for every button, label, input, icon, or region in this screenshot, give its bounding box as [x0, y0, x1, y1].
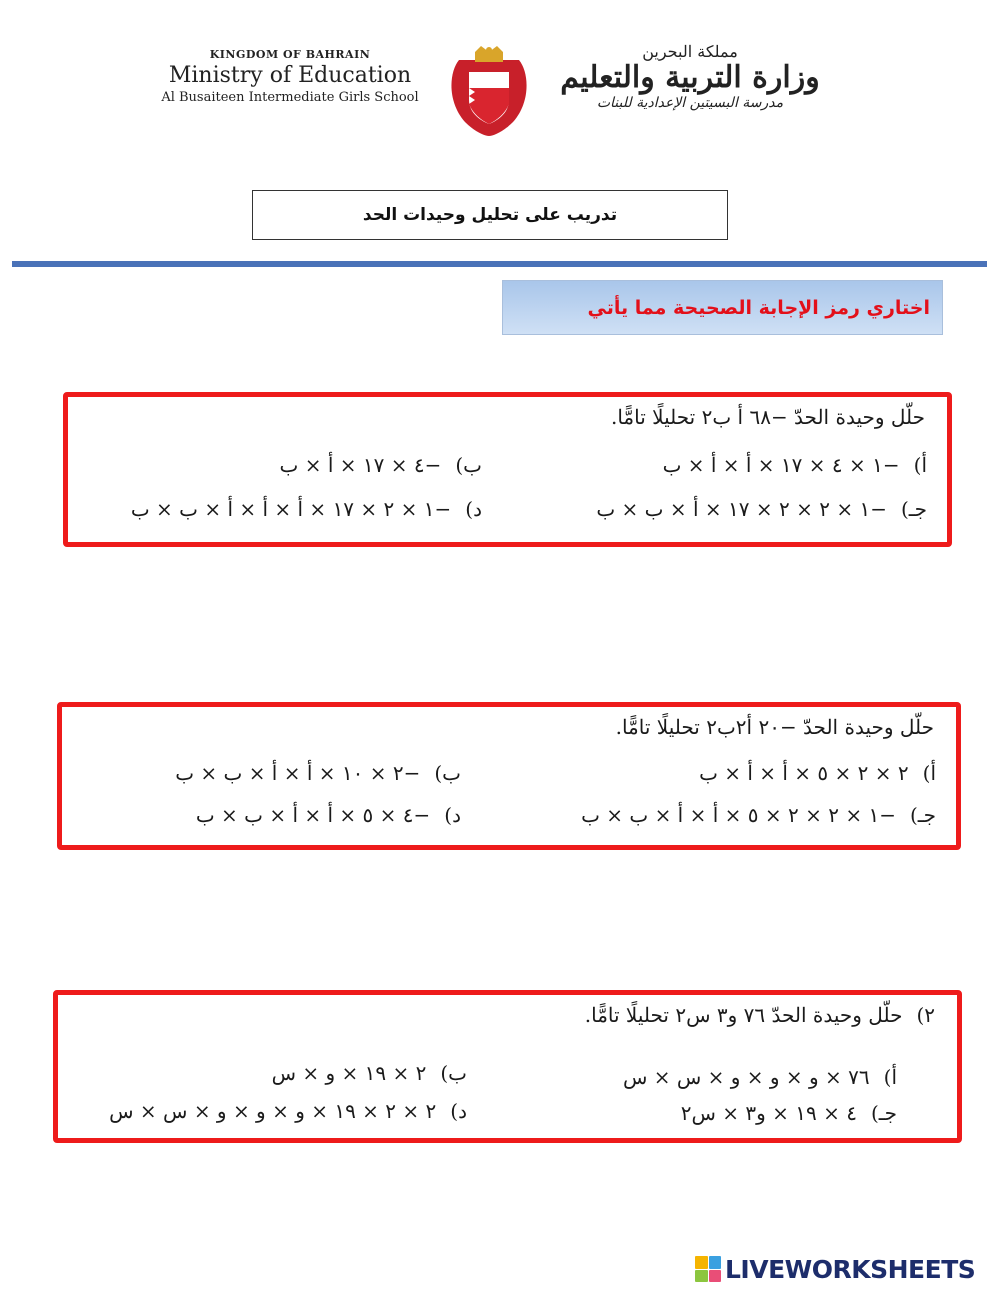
liveworksheets-footer[interactable]	[695, 1254, 975, 1284]
option-text: ٢ × ٢ × ١٩ × و × و × و × س × س	[109, 1099, 437, 1123]
logo-square	[709, 1256, 722, 1269]
school-label: Al Busaiteen Intermediate Girls School	[161, 90, 419, 105]
option-label: جـ)	[870, 1101, 897, 1125]
arabic-ministry-label: وزارة التربية والتعليم	[560, 60, 820, 95]
instruction-banner: اختاري رمز الإجابة الصحيحة مما يأتي	[502, 280, 943, 335]
option-b[interactable]	[280, 453, 482, 477]
option-text: ٢ × ٢ × ٥ × أ × أ × ب	[699, 761, 909, 785]
arabic-kingdom-label: مملكة البحرين	[642, 42, 738, 61]
question-2-box[interactable]	[57, 702, 961, 850]
option-label: جـ)	[909, 803, 936, 827]
question-1-box[interactable]	[63, 392, 952, 547]
bahrain-emblem-icon	[445, 42, 533, 137]
option-a[interactable]	[699, 761, 936, 785]
kingdom-label: KINGDOM OF BAHRAIN	[209, 48, 371, 61]
option-b[interactable]	[175, 761, 461, 785]
question-number: ٢)	[916, 1003, 935, 1027]
option-label: د)	[450, 1099, 467, 1123]
divider	[12, 261, 987, 267]
option-text: ٢ × ١٩ × و × س	[271, 1061, 427, 1085]
option-text: −١ × ٢ × ١٧ × أ × أ × أ × ب × ب	[130, 497, 452, 521]
option-text: −٤ × ٥ × أ × أ × ب × ب	[195, 803, 431, 827]
option-text: −٢ × ١٠ × أ × أ × ب × ب	[175, 761, 421, 785]
option-label: ب)	[434, 761, 461, 785]
option-d[interactable]	[109, 1099, 467, 1123]
option-label: د)	[465, 497, 482, 521]
option-c[interactable]	[681, 1101, 897, 1125]
option-label: د)	[444, 803, 461, 827]
arabic-school-label: مدرسة البسيتين الإعدادية للبنات	[596, 95, 784, 111]
liveworksheets-logo-icon	[695, 1256, 721, 1282]
question-3-body: حلّل وحيدة الحدّ ٧٦ و٣ س٢ تحليلًا تامًّا.	[584, 1003, 903, 1027]
question-1-text: حلّل وحيدة الحدّ −٦٨ أ ب٢ تحليلًا تامًّا.	[610, 405, 925, 429]
option-b[interactable]	[272, 1061, 467, 1085]
option-label: أ)	[913, 453, 927, 477]
option-a[interactable]	[623, 1065, 897, 1089]
option-d[interactable]	[196, 803, 461, 827]
ministry-label: Ministry of Education	[168, 63, 412, 88]
option-text: −١ × ٤ × ١٧ × أ × أ × ب	[662, 453, 900, 477]
option-text: −١ × ٢ × ٢ × ١٧ × أ × ب × ب	[596, 497, 887, 521]
logo-square	[709, 1270, 722, 1283]
option-label: جـ)	[900, 497, 927, 521]
option-label: أ)	[883, 1065, 897, 1089]
option-c[interactable]	[596, 497, 927, 521]
option-text: −١ × ٢ × ٢ × ٥ × أ × أ × ب × ب	[581, 803, 896, 827]
option-label: أ)	[922, 761, 936, 785]
option-text: −٤ × ١٧ × أ × ب	[279, 453, 442, 477]
question-2-text: حلّل وحيدة الحدّ −٢٠ أ٢ب٢ تحليلًا تامًّا.	[615, 715, 934, 739]
option-text: ٤ × ١٩ × و٣ × س٢	[680, 1101, 857, 1125]
brand-name: LIVEWORKSHEETS	[725, 1254, 976, 1284]
option-c[interactable]	[581, 803, 936, 827]
option-d[interactable]	[131, 497, 482, 521]
question-3-box[interactable]	[53, 990, 962, 1143]
english-header	[140, 48, 440, 105]
option-label: ب)	[440, 1061, 467, 1085]
logo-square	[695, 1256, 708, 1269]
logo-square	[695, 1270, 708, 1283]
option-a[interactable]	[663, 453, 927, 477]
worksheet-title: تدريب على تحليل وحيدات الحد	[252, 190, 728, 240]
option-label: ب)	[455, 453, 482, 477]
question-3-text	[585, 1003, 935, 1027]
option-text: ٧٦ × و × و × و × س × س	[622, 1065, 870, 1089]
arabic-header	[545, 42, 835, 111]
